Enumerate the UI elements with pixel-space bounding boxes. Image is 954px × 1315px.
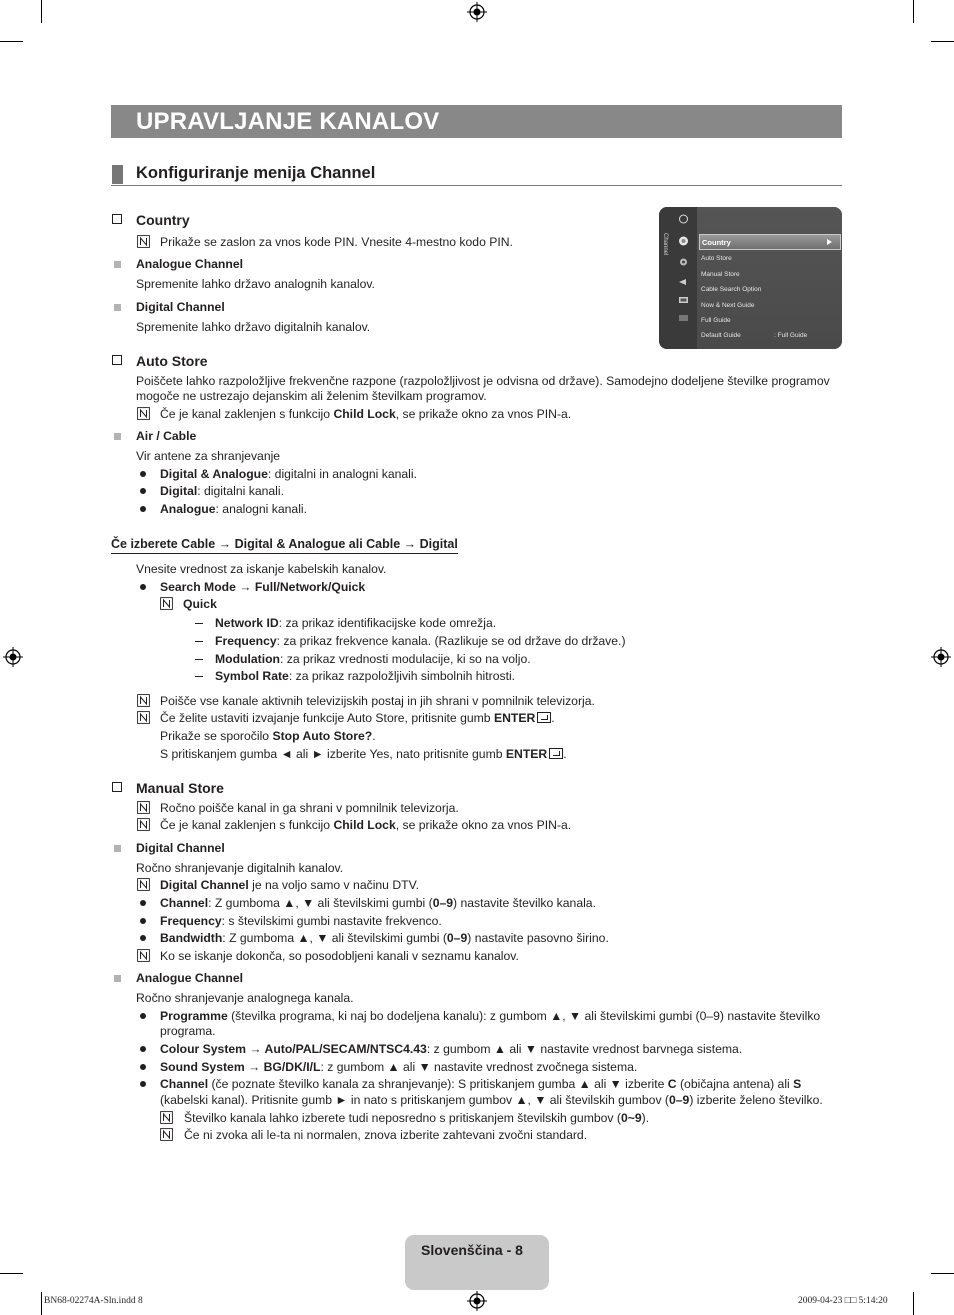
dash-bullet: [195, 676, 203, 677]
auto-store-note: Če je kanal zaklenjen s funkcijo Child Lock, se prikaže okno za vnos PIN-a.: [160, 407, 572, 421]
list-item: Symbol Rate: za prikaz razpoložljivih simbolnih hitrosti.: [215, 669, 516, 683]
registration-mark-icon: [931, 647, 951, 667]
enter-icon: [537, 712, 551, 723]
list-item: Sound System → BG/DK/I/L: z gumbom ▲ ali ▼ nastavite vrednost zvočnega sistema.: [160, 1060, 638, 1074]
manual-store-note: Če je kanal zaklenjen s funkcijo Child Lock, se prikaže okno za vnos PIN-a.: [160, 818, 572, 832]
dash-bullet: [195, 641, 203, 642]
registration-mark-icon: [3, 647, 23, 667]
manual-store-note: Ročno poišče kanal in ga shrani v pomnilnik televizorja.: [160, 801, 459, 815]
crop-mark: [41, 1292, 42, 1315]
list-item: Frequency: za prikaz frekvence kanala. (Razlikuje se od države do države.): [215, 634, 626, 648]
manual-digital-label: Digital Channel: [136, 841, 225, 855]
tv-menu-vertical-label: Channel: [662, 233, 668, 256]
support-icon: [678, 313, 689, 323]
crop-mark: [0, 41, 23, 42]
country-analogue-text: Spremenite lahko državo analognih kanalov.: [136, 277, 375, 291]
cable-yes-instruction: S pritiskanjem gumba ◄ ali ► izberite Yes, nato pritisnite gumb ENTER .: [160, 747, 567, 761]
arrow-right-icon: [827, 239, 832, 245]
channel-icon: [678, 236, 689, 246]
crop-mark: [913, 0, 914, 23]
quick-label: Quick: [183, 597, 217, 611]
bullet-dot: [140, 1081, 146, 1087]
note-icon: [137, 711, 150, 724]
auto-store-heading: Auto Store: [136, 353, 208, 369]
list-item: Frequency: s številskimi gumbi nastavite frekvenco.: [160, 914, 442, 928]
list-item: Channel (če poznate številko kanala za shranjevanje): S pritiskanjem gumba ▲ ali ▼ izberite C (običajna antena) ali S: [160, 1077, 802, 1091]
list-item-continuation: programa.: [160, 1024, 216, 1038]
note-icon: [160, 1128, 173, 1141]
cable-note: Poišče vse kanale aktivnih televizijskih postaj in jih shrani v pomnilnik televizorja.: [160, 694, 595, 708]
list-item-continuation: (kabelski kanal). Pritisnite gumb ► in nato s pritiskanjem gumbov ▲, ▼ ali številskih gumbov (0–9) izberite želeno številko.: [160, 1093, 823, 1107]
tv-menu-item-default-guide[interactable]: [701, 332, 808, 340]
dash-bullet: [195, 623, 203, 624]
tv-channel-menu: [659, 207, 842, 349]
note-icon: [160, 597, 173, 610]
auto-store-desc: Poiščete lahko razpoložljive frekvenčne razpone (razpoložljivost je odvisna od države). Samodejno dodeljene številke programov: [136, 374, 830, 388]
tv-menu-selected-item[interactable]: [699, 234, 841, 250]
crop-mark: [913, 1292, 914, 1315]
section-marker: [112, 165, 123, 184]
registration-mark-icon: [467, 1291, 487, 1311]
channel-sub-note: Številko kanala lahko izberete tudi neposredno s pritiskanjem številskih gumbov (0~9).: [184, 1111, 650, 1125]
channel-sub-note: Če ni zvoka ali le-ta ni normalen, znova izberite zahtevani zvočni standard.: [184, 1128, 588, 1142]
bullet-dot: [140, 1046, 146, 1052]
bullet-dot: [140, 1064, 146, 1070]
search-mode-item: Search Mode → Full/Network/Quick: [160, 580, 366, 594]
page-number: Slovenščina - 8: [421, 1242, 523, 1258]
bullet-dot: [140, 1013, 146, 1019]
note-icon: [137, 949, 150, 962]
manual-analogue-text: Ročno shranjevanje analognega kanala.: [136, 991, 354, 1005]
tv-menu-item[interactable]: Now & Next Guide: [701, 302, 755, 309]
bullet-dot: [140, 506, 146, 512]
note-icon: [137, 878, 150, 891]
bullet-dot: [140, 900, 146, 906]
cable-note: Če želite ustaviti izvajanje funkcije Auto Store, pritisnite gumb ENTER .: [160, 711, 555, 725]
square-bullet: [114, 845, 121, 852]
country-heading: Country: [136, 212, 190, 228]
checkbox-bullet: [112, 355, 122, 365]
note-icon: [137, 407, 150, 420]
crop-mark: [0, 1273, 23, 1274]
default-guide-value: : Full Guide: [774, 332, 808, 339]
cable-digital-subheading: Če izberete Cable → Digital & Analogue ali Cable → Digital: [111, 536, 458, 554]
picture-icon: [678, 214, 689, 224]
default-guide-label: Default Guide: [701, 332, 741, 339]
list-item: Digital: digitalni kanali.: [160, 484, 284, 498]
date-slug: 2009-04-23 □□ 5:14:20: [798, 1296, 888, 1306]
manual-digital-text: Ročno shranjevanje digitalnih kanalov.: [136, 861, 344, 875]
registration-mark-icon: [467, 2, 487, 22]
square-bullet: [114, 433, 121, 440]
tv-menu-selected-label: Country: [702, 238, 731, 247]
note-icon: [137, 818, 150, 831]
air-cable-text: Vir antene za shranjevanje: [136, 449, 281, 463]
manual-store-heading: Manual Store: [136, 780, 224, 796]
country-digital-text: Spremenite lahko državo digitalnih kanalov.: [136, 320, 371, 334]
file-slug: BN68-02274A-Sln.indd 8: [44, 1296, 143, 1306]
air-cable-label: Air / Cable: [136, 429, 197, 443]
page-number-box: [405, 1235, 549, 1290]
checkbox-bullet: [112, 782, 122, 792]
page-title-bar: [111, 105, 842, 138]
bullet-dot: [140, 471, 146, 477]
bullet-dot: [140, 584, 146, 590]
manual-digital-note: Digital Channel je na voljo samo v načinu DTV.: [160, 878, 419, 892]
note-icon: [137, 801, 150, 814]
cable-message: Prikaže se sporočilo Stop Auto Store?.: [160, 729, 376, 743]
crop-mark: [931, 1273, 954, 1274]
country-note: Prikaže se zaslon za vnos kode PIN. Vnesite 4-mestno kodo PIN.: [160, 235, 513, 249]
tv-menu-item[interactable]: Full Guide: [701, 317, 731, 324]
country-digital-label: Digital Channel: [136, 300, 225, 314]
dash-bullet: [195, 659, 203, 660]
tv-menu-item[interactable]: Cable Search Option: [701, 286, 762, 293]
list-item: Analogue: analogni kanali.: [160, 502, 308, 516]
manual-digital-done: Ko se iskanje dokonča, so posodobljeni kanali v seznamu kanalov.: [160, 949, 519, 963]
note-icon: [160, 1111, 173, 1124]
application-icon: [678, 295, 689, 305]
note-icon: [137, 694, 150, 707]
square-bullet: [114, 261, 121, 268]
list-item: Programme (številka programa, ki naj bo dodeljena kanalu): z gumbom ▲, ▼ ali številskimi gumbi (0–9) nastavite številko: [160, 1009, 821, 1023]
bullet-dot: [140, 935, 146, 941]
bullet-dot: [140, 918, 146, 924]
page-title: UPRAVLJANJE KANALOV: [136, 108, 440, 135]
auto-store-desc: mogoče ne ustrezajo dejanskim ali želenim številkam programov.: [136, 389, 487, 403]
tv-menu-item[interactable]: Auto Store: [701, 255, 732, 262]
section-title: Konfiguriranje menija Channel: [136, 164, 376, 182]
list-item: Bandwidth: Z gumboma ▲, ▼ ali številskimi gumbi (0–9) nastavite pasovno širino.: [160, 931, 609, 945]
manual-analogue-label: Analogue Channel: [136, 971, 243, 985]
crop-mark: [931, 41, 954, 42]
list-item: Digital & Analogue: digitalni in analogni kanali.: [160, 467, 417, 481]
list-item: Colour System → Auto/PAL/SECAM/NTSC4.43: z gumbom ▲ ali ▼ nastavite vrednost barvnega sistema.: [160, 1042, 743, 1056]
enter-icon: [549, 748, 563, 759]
square-bullet: [114, 975, 121, 982]
list-item: Channel: Z gumboma ▲, ▼ ali številskimi gumbi (0–9) nastavite številko kanala.: [160, 896, 596, 910]
tv-menu-item[interactable]: Manual Store: [701, 271, 740, 278]
setup-gear-icon: [678, 257, 689, 267]
input-icon: [678, 277, 689, 287]
list-item: Network ID: za prikaz identifikacijske kode omrežja.: [215, 616, 497, 630]
checkbox-bullet: [112, 214, 122, 224]
list-item: Modulation: za prikaz vrednosti modulacije, ki so na voljo.: [215, 652, 531, 666]
note-icon: [137, 235, 150, 248]
cable-search-text: Vnesite vrednost za iskanje kabelskih kanalov.: [136, 562, 387, 576]
bullet-dot: [140, 488, 146, 494]
section-divider: [111, 185, 842, 186]
crop-mark: [41, 0, 42, 23]
square-bullet: [114, 304, 121, 311]
country-analogue-label: Analogue Channel: [136, 257, 243, 271]
